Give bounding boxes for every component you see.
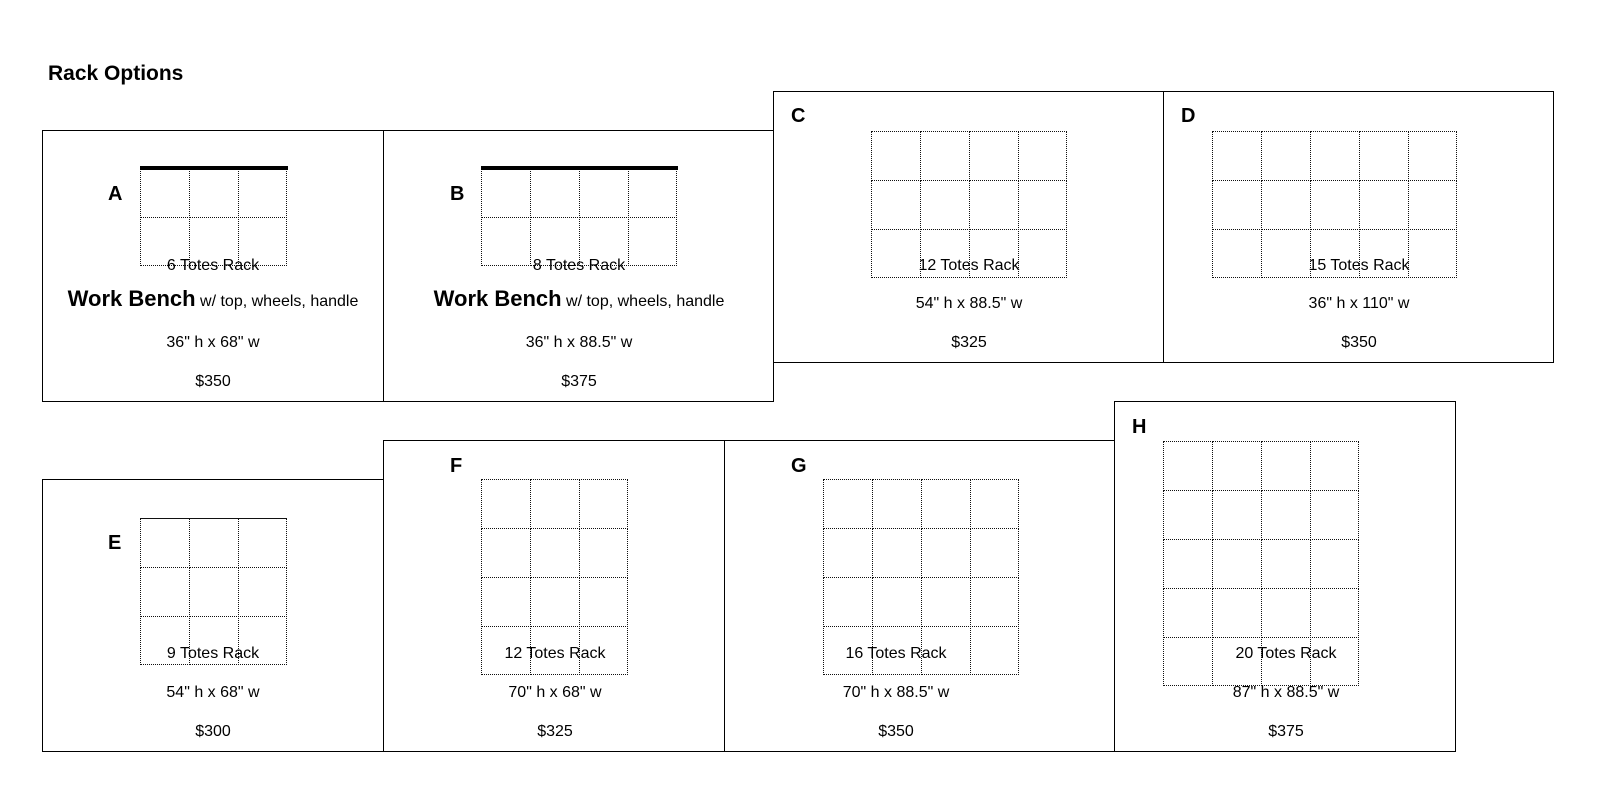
rack-dimensions: 54" h x 68" w: [166, 684, 260, 701]
tote-slot: [872, 528, 922, 578]
tote-slot: [140, 567, 190, 617]
tote-slot: [189, 518, 239, 568]
tote-grid: [140, 168, 287, 266]
tote-slot: [823, 479, 873, 529]
tote-slot: [579, 528, 628, 578]
rack-dimensions: 36" h x 88.5" w: [525, 334, 633, 351]
tote-slot: [481, 528, 531, 578]
tote-slot: [1163, 490, 1213, 540]
tote-slot: [1359, 131, 1409, 181]
work-bench-features: w/ top, wheels, handle: [200, 293, 359, 310]
rack-dimensions: 36" h x 110" w: [1308, 295, 1410, 312]
rack-name: 15 Totes Rack: [1308, 257, 1410, 274]
tote-slot: [1212, 180, 1262, 230]
work-bench-label: Work Bench: [67, 286, 196, 311]
rack-dimensions: 36" h x 68" w: [166, 334, 260, 351]
tote-slot: [238, 168, 287, 218]
tote-slot: [1163, 588, 1213, 638]
rack-card-d: [1163, 91, 1554, 363]
rack-name: 12 Totes Rack: [918, 257, 1020, 274]
rack-name: 12 Totes Rack: [504, 645, 606, 662]
rack-card-g: [724, 440, 1115, 752]
tote-slot: [1163, 539, 1213, 589]
tote-slot: [871, 131, 921, 181]
rack-letter: C: [791, 105, 806, 127]
rack-letter: D: [1181, 105, 1196, 127]
tote-slot: [1310, 180, 1360, 230]
rack-name: 8 Totes Rack: [532, 257, 626, 274]
tote-grid: [140, 518, 287, 665]
rack-price: $350: [1341, 334, 1377, 351]
rack-price: $375: [561, 373, 597, 390]
tote-slot: [1018, 229, 1067, 278]
tote-slot: [921, 479, 971, 529]
rack-dimensions: 87" h x 88.5" w: [1232, 684, 1340, 701]
work-bench-label: Work Bench: [433, 286, 562, 311]
bench-top-bar: [140, 166, 288, 170]
tote-slot: [970, 528, 1019, 578]
rack-card-e: [42, 479, 384, 752]
tote-slot: [1163, 637, 1213, 686]
tote-slot: [530, 577, 580, 627]
rack-letter: H: [1132, 416, 1147, 438]
tote-slot: [1408, 180, 1457, 230]
tote-slot: [872, 577, 922, 627]
rack-card-b: [383, 130, 774, 402]
work-bench-line: [434, 288, 725, 310]
tote-slot: [481, 168, 531, 218]
tote-slot: [140, 518, 190, 568]
tote-slot: [579, 168, 629, 218]
tote-slot: [1408, 131, 1457, 181]
tote-slot: [238, 518, 287, 568]
tote-grid: [481, 168, 677, 266]
tote-slot: [579, 577, 628, 627]
tote-slot: [1359, 180, 1409, 230]
rack-price: $325: [537, 723, 573, 740]
rack-name: 6 Totes Rack: [166, 257, 260, 274]
rack-name: 9 Totes Rack: [166, 645, 260, 662]
rack-price: $375: [1268, 723, 1304, 740]
tote-slot: [481, 479, 531, 529]
page-title: Rack Options: [48, 62, 184, 85]
tote-slot: [871, 180, 921, 230]
tote-slot: [1310, 490, 1359, 540]
tote-slot: [871, 229, 921, 278]
rack-price: $350: [195, 373, 231, 390]
bench-top-bar: [481, 166, 678, 170]
tote-slot: [920, 180, 970, 230]
tote-slot: [1261, 490, 1311, 540]
work-bench-line: [68, 288, 359, 310]
tote-slot: [1212, 539, 1262, 589]
rack-letter: G: [791, 455, 807, 477]
tote-slot: [921, 528, 971, 578]
tote-grid: [1212, 131, 1457, 278]
tote-slot: [970, 577, 1019, 627]
tote-slot: [1261, 539, 1311, 589]
tote-slot: [872, 479, 922, 529]
tote-slot: [1261, 229, 1311, 278]
rack-letter: E: [108, 532, 122, 554]
tote-slot: [189, 567, 239, 617]
tote-slot: [1261, 131, 1311, 181]
rack-name: 20 Totes Rack: [1235, 645, 1337, 662]
tote-slot: [1212, 588, 1262, 638]
tote-slot: [1018, 180, 1067, 230]
tote-slot: [1163, 441, 1213, 491]
tote-slot: [1212, 131, 1262, 181]
tote-slot: [1212, 441, 1262, 491]
tote-slot: [969, 131, 1019, 181]
tote-slot: [1310, 588, 1359, 638]
tote-slot: [823, 577, 873, 627]
tote-slot: [238, 567, 287, 617]
rack-name: 16 Totes Rack: [845, 645, 947, 662]
rack-price: $300: [195, 723, 231, 740]
rack-card-c: [773, 91, 1164, 363]
tote-slot: [1261, 588, 1311, 638]
tote-slot: [481, 577, 531, 627]
rack-letter: A: [108, 183, 123, 205]
tote-slot: [628, 168, 677, 218]
tote-slot: [970, 626, 1019, 675]
tote-slot: [579, 479, 628, 529]
tote-slot: [1212, 490, 1262, 540]
tote-grid: [871, 131, 1067, 278]
rack-dimensions: 54" h x 88.5" w: [915, 295, 1023, 312]
tote-slot: [628, 217, 677, 266]
tote-slot: [530, 528, 580, 578]
rack-card-h: [1114, 401, 1456, 752]
tote-slot: [1408, 229, 1457, 278]
tote-slot: [969, 180, 1019, 230]
tote-slot: [970, 479, 1019, 529]
rack-price: $325: [951, 334, 987, 351]
tote-slot: [1310, 131, 1360, 181]
tote-slot: [481, 217, 531, 266]
rack-card-f: [383, 440, 725, 752]
tote-slot: [1212, 229, 1262, 278]
tote-slot: [1261, 441, 1311, 491]
tote-slot: [189, 168, 239, 218]
tote-slot: [921, 577, 971, 627]
tote-slot: [1018, 131, 1067, 181]
rack-price: $350: [878, 723, 914, 740]
tote-slot: [1261, 180, 1311, 230]
tote-slot: [530, 168, 580, 218]
rack-letter: F: [450, 455, 463, 477]
tote-slot: [1310, 539, 1359, 589]
rack-letter: B: [450, 183, 465, 205]
tote-slot: [920, 131, 970, 181]
tote-slot: [140, 168, 190, 218]
tote-slot: [530, 479, 580, 529]
rack-dimensions: 70" h x 88.5" w: [842, 684, 950, 701]
work-bench-features: w/ top, wheels, handle: [566, 293, 725, 310]
tote-slot: [1310, 441, 1359, 491]
tote-slot: [823, 528, 873, 578]
rack-dimensions: 70" h x 68" w: [508, 684, 602, 701]
rack-card-a: [42, 130, 384, 402]
